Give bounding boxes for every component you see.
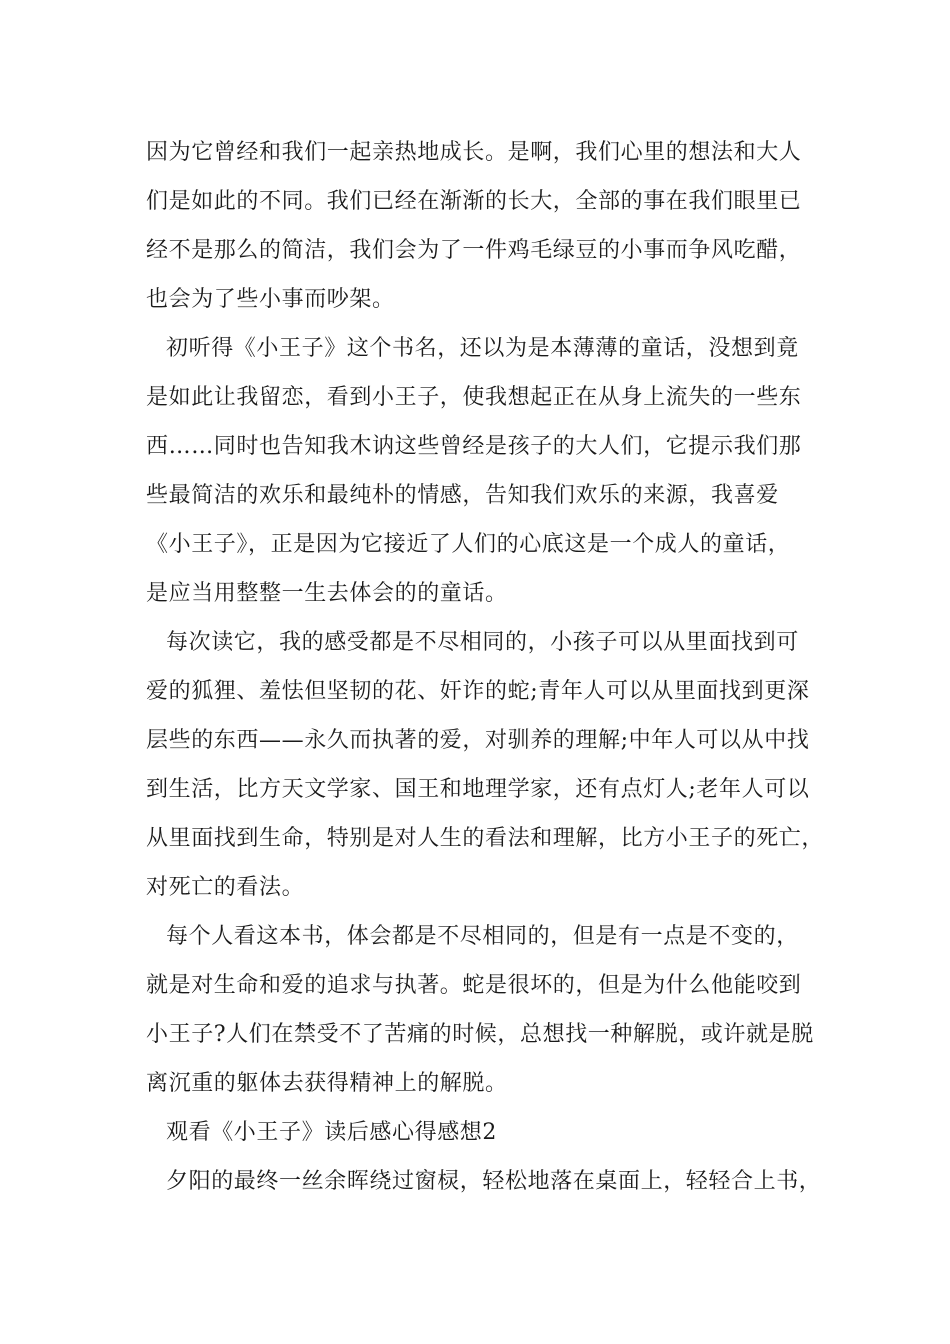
paragraph-line: 层些的东西——永久而执著的爱，对驯养的理解;中年人可以从中找	[146, 728, 810, 753]
paragraph-line: 些最简洁的欢乐和最纯朴的情感，告知我们欢乐的来源，我喜爱	[146, 483, 779, 508]
paragraph-line: 就是对生命和爱的追求与执著。蛇是很坏的，但是为什么他能咬到	[146, 973, 802, 998]
paragraph-line: 爱的狐狸、羞怯但坚韧的花、奸诈的蛇;青年人可以从里面找到更深	[146, 679, 810, 704]
section-heading: 观看《小王子》读后感心得感想2	[166, 1120, 497, 1145]
paragraph-line: 西……同时也告知我木讷这些曾经是孩子的大人们，它提示我们那	[146, 434, 802, 459]
paragraph-line: 从里面找到生命，特别是对人生的看法和理解，比方小王子的死亡，	[146, 826, 825, 851]
paragraph-line: 每次读它，我的感受都是不尽相同的，小孩子可以从里面找到可	[166, 630, 799, 655]
paragraph-line: 们是如此的不同。我们已经在渐渐的长大，全部的事在我们眼里已	[146, 189, 802, 214]
paragraph-line: 夕阳的最终一丝余晖绕过窗棂，轻松地落在桌面上，轻轻合上书，	[166, 1169, 822, 1194]
paragraph-line: 初听得《小王子》这个书名，还以为是本薄薄的童话，没想到竟	[166, 336, 799, 361]
paragraph-line: 经不是那么的简洁，我们会为了一件鸡毛绿豆的小事而争风吃醋，	[146, 238, 802, 263]
paragraph-line: 到生活，比方天文学家、国王和地理学家，还有点灯人;老年人可以	[146, 777, 810, 802]
paragraph-line: 是如此让我留恋，看到小王子，使我想起正在从身上流失的一些东	[146, 385, 802, 410]
paragraph-line: 也会为了些小事而吵架。	[146, 287, 395, 312]
paragraph-line: 对死亡的看法。	[146, 875, 305, 900]
paragraph-line: 离沉重的躯体去获得精神上的解脱。	[146, 1071, 508, 1096]
paragraph-line: 因为它曾经和我们一起亲热地成长。是啊，我们心里的想法和大人	[146, 140, 802, 165]
paragraph-line: 《小王子》，正是因为它接近了人们的心底这是一个成人的童话，	[146, 532, 791, 557]
paragraph-line: 是应当用整整一生去体会的的童话。	[146, 581, 508, 606]
paragraph-line: 小王子?人们在禁受不了苦痛的时候，总想找一种解脱，或许就是脱	[146, 1022, 814, 1047]
paragraph-line: 每个人看这本书，体会都是不尽相同的，但是有一点是不变的，	[166, 924, 799, 949]
